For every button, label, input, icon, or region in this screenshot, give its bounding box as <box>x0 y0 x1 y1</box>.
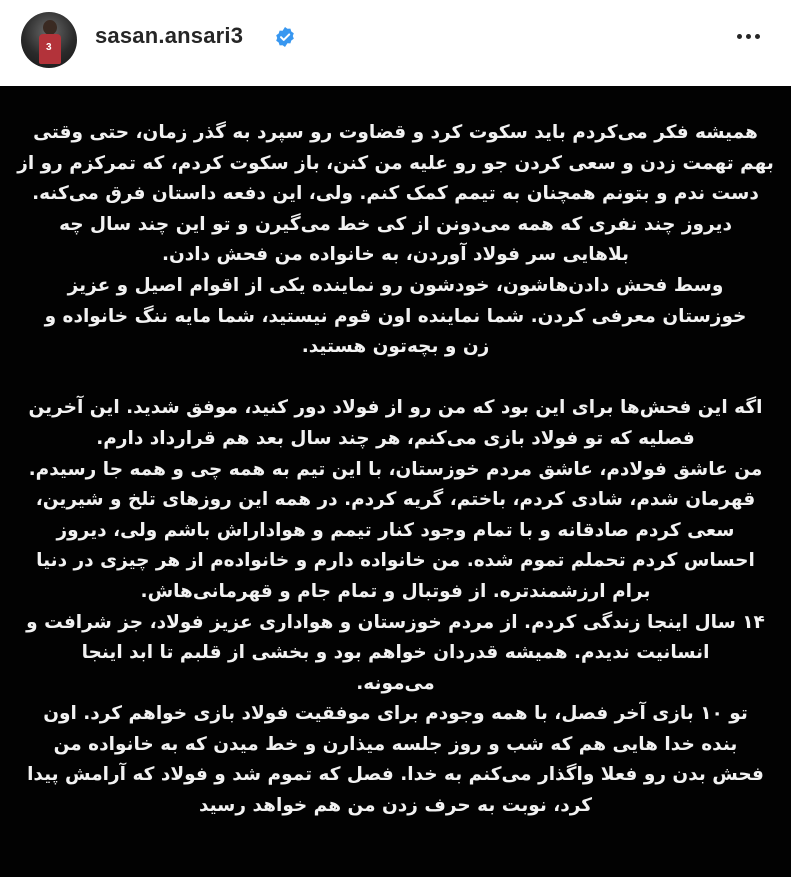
text-line: من عاشق فولادم، عاشق مردم خوزستان، با این تیم به همه چی و همه جا رسیدم. <box>28 458 763 480</box>
post-image <box>0 86 791 877</box>
text-line: برام ارزشمندتره. از فوتبال و تمام جام و قهرمانی‌هاش. <box>140 580 651 602</box>
dot <box>737 34 742 39</box>
text-line: قهرمان شدم، شادی کردم، باختم، گریه کردم. در همه این روزهای تلخ و شیرین، <box>35 489 756 511</box>
text-line: دست ندم و بتونم همچنان به تیمم کمک کنم. ولی، این دفعه داستان فرق می‌کنه. <box>32 183 759 205</box>
text-line: تو ۱۰ بازی آخر فصل، با همه وجودم برای موفقیت فولاد بازی خواهم کرد. اون <box>43 703 748 725</box>
username-link[interactable]: sasan.ansari3 <box>95 23 244 48</box>
text-line: سعی کردم صادقانه و با تمام وجود کنار تیمم و هواداراش باشم ولی، دیروز <box>56 519 735 541</box>
text-line: وسط فحش دادن‌هاشون، خودشون رو نماینده یکی از اقوام اصیل و عزیز <box>67 274 724 296</box>
text-line: احساس کردم تحملم تموم شده. من خانواده دارم و خانواده‌م از هر چیزی در دنیا <box>36 550 755 572</box>
text-line: فحش بدن رو فعلا واگذار می‌کنم به خدا. فصل که تموم شد و فولاد که آرامش پیدا <box>27 764 764 786</box>
text-line: کرد، نوبت به حرف زدن من هم خواهد رسید <box>198 795 593 817</box>
post-header <box>0 0 791 86</box>
avatar-head <box>43 20 57 35</box>
blank-line <box>0 363 791 394</box>
text-line: دیروز چند نفری که همه می‌دونن از کی خط می‌گیرن و تو این چند سال چه <box>59 213 732 235</box>
text-line: زن و بچه‌تون هستید. <box>301 336 490 358</box>
text-line: می‌مونه. <box>356 672 435 694</box>
text-line: خوزستان معرفی کردن. شما نماینده اون قوم نیستید، شما مایه ننگ خانواده و <box>44 305 747 327</box>
text-line: انسانیت ندیدم. همیشه قدردان خواهم بود و بخشی از قلبم تا ابد اینجا <box>81 642 710 664</box>
avatar[interactable] <box>21 12 77 68</box>
text-line: بلاهایی سر فولاد آوردن، به خانواده من فحش دادن. <box>161 244 630 266</box>
text-line: همیشه فکر می‌کردم باید سکوت کرد و قضاوت رو سپرد به گذر زمان، حتی وقتی <box>33 122 758 143</box>
text-line: فصلیه که تو فولاد بازی می‌کنم، هر چند سال بعد هم قرارداد دارم. <box>96 427 695 449</box>
text-line: بهم تهمت زدن و سعی کردن جو رو علیه من کنن، باز سکوت کردم، که تمرکزم رو از <box>17 152 774 174</box>
dot <box>755 34 760 39</box>
text-line: بنده خدا هایی هم که شب و روز جلسه میذارن و خط میدن که به خانواده من <box>53 733 738 755</box>
text-line: اگه این فحش‌ها برای این بود که من رو از فولاد دور کنید، موفق شدید. این آخرین <box>28 397 763 419</box>
more-options-button[interactable] <box>733 27 765 47</box>
avatar-jersey-number: 3 <box>46 42 52 53</box>
verified-badge-icon <box>275 27 295 47</box>
post-text <box>0 118 791 822</box>
dot <box>746 34 751 39</box>
text-line: ۱۴ سال اینجا زندگی کردم. از مردم خوزستان و هواداری عزیز فولاد، جز شرافت و <box>26 611 765 633</box>
